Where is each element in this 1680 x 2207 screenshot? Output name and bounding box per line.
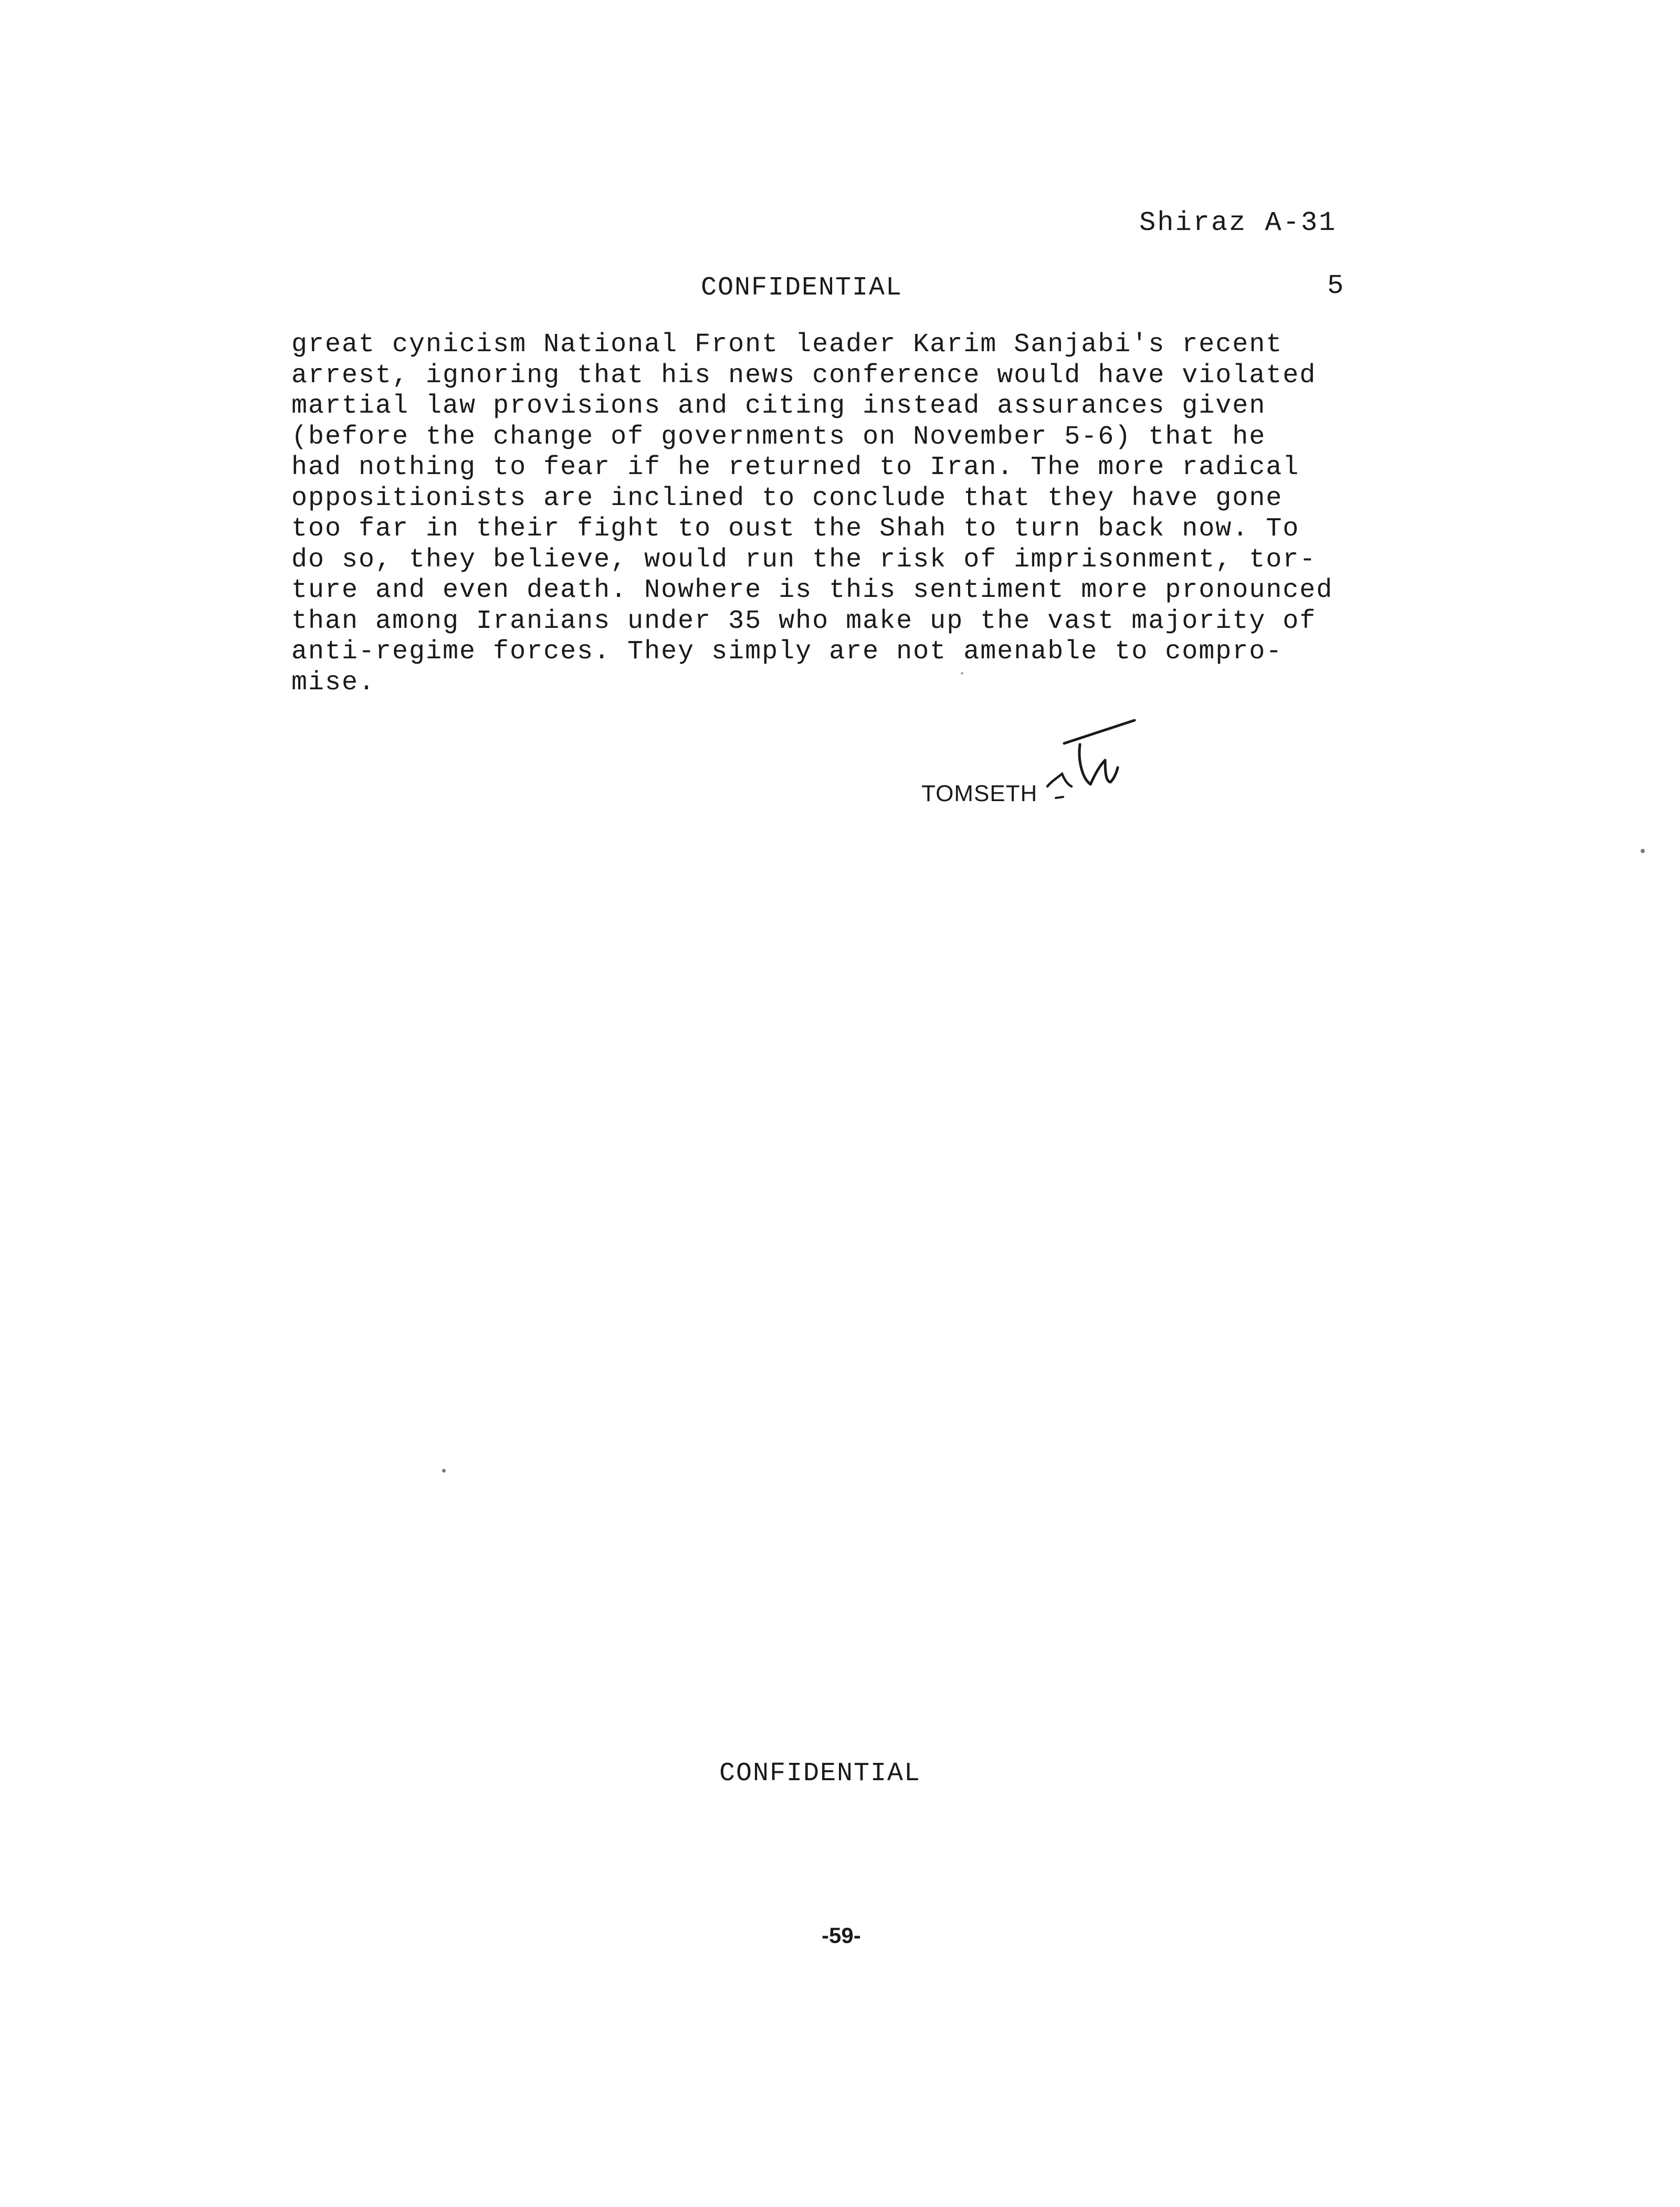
page-number-header: 5 — [1327, 270, 1344, 301]
body-line: great cynicism National Front leader Karim Sanjabi's recent — [291, 330, 1283, 360]
scan-speck — [961, 672, 963, 675]
body-paragraph — [291, 330, 1425, 698]
body-line: oppositionists are inclined to conclude that they have gone — [291, 483, 1283, 513]
signature-block — [921, 719, 1142, 829]
body-line: too far in their fight to oust the Shah to turn back now. To — [291, 514, 1300, 544]
body-line: mise. — [291, 667, 376, 698]
scan-speck — [442, 1469, 446, 1473]
body-line: anti-regime forces. They simply are not amenable to compro- — [291, 637, 1283, 667]
body-line: than among Iranians under 35 who make up the vast majority of — [291, 606, 1317, 636]
body-line: martial law provisions and citing instead assurances given — [291, 391, 1266, 421]
page-number-footer: -59- — [822, 1923, 861, 1948]
signer-name: TOMSETH — [921, 781, 1038, 806]
body-line: arrest, ignoring that his news conference would have violated — [291, 360, 1317, 391]
body-line: do so, they believe, would run the risk of imprisonment, tor- — [291, 544, 1317, 575]
classification-header: CONFIDENTIAL — [701, 273, 903, 303]
document-reference: Shiraz A-31 — [1139, 207, 1337, 238]
handwritten-initials — [1041, 719, 1141, 808]
body-line: had nothing to fear if he returned to Iran. The more radical — [291, 453, 1300, 482]
scan-speck — [1641, 849, 1645, 853]
classification-footer: CONFIDENTIAL — [719, 1759, 921, 1789]
body-line: (before the change of governments on November 5-6) that he — [291, 422, 1266, 452]
body-line: ture and even death. Nowhere is this sentiment more pronounced — [291, 575, 1334, 605]
